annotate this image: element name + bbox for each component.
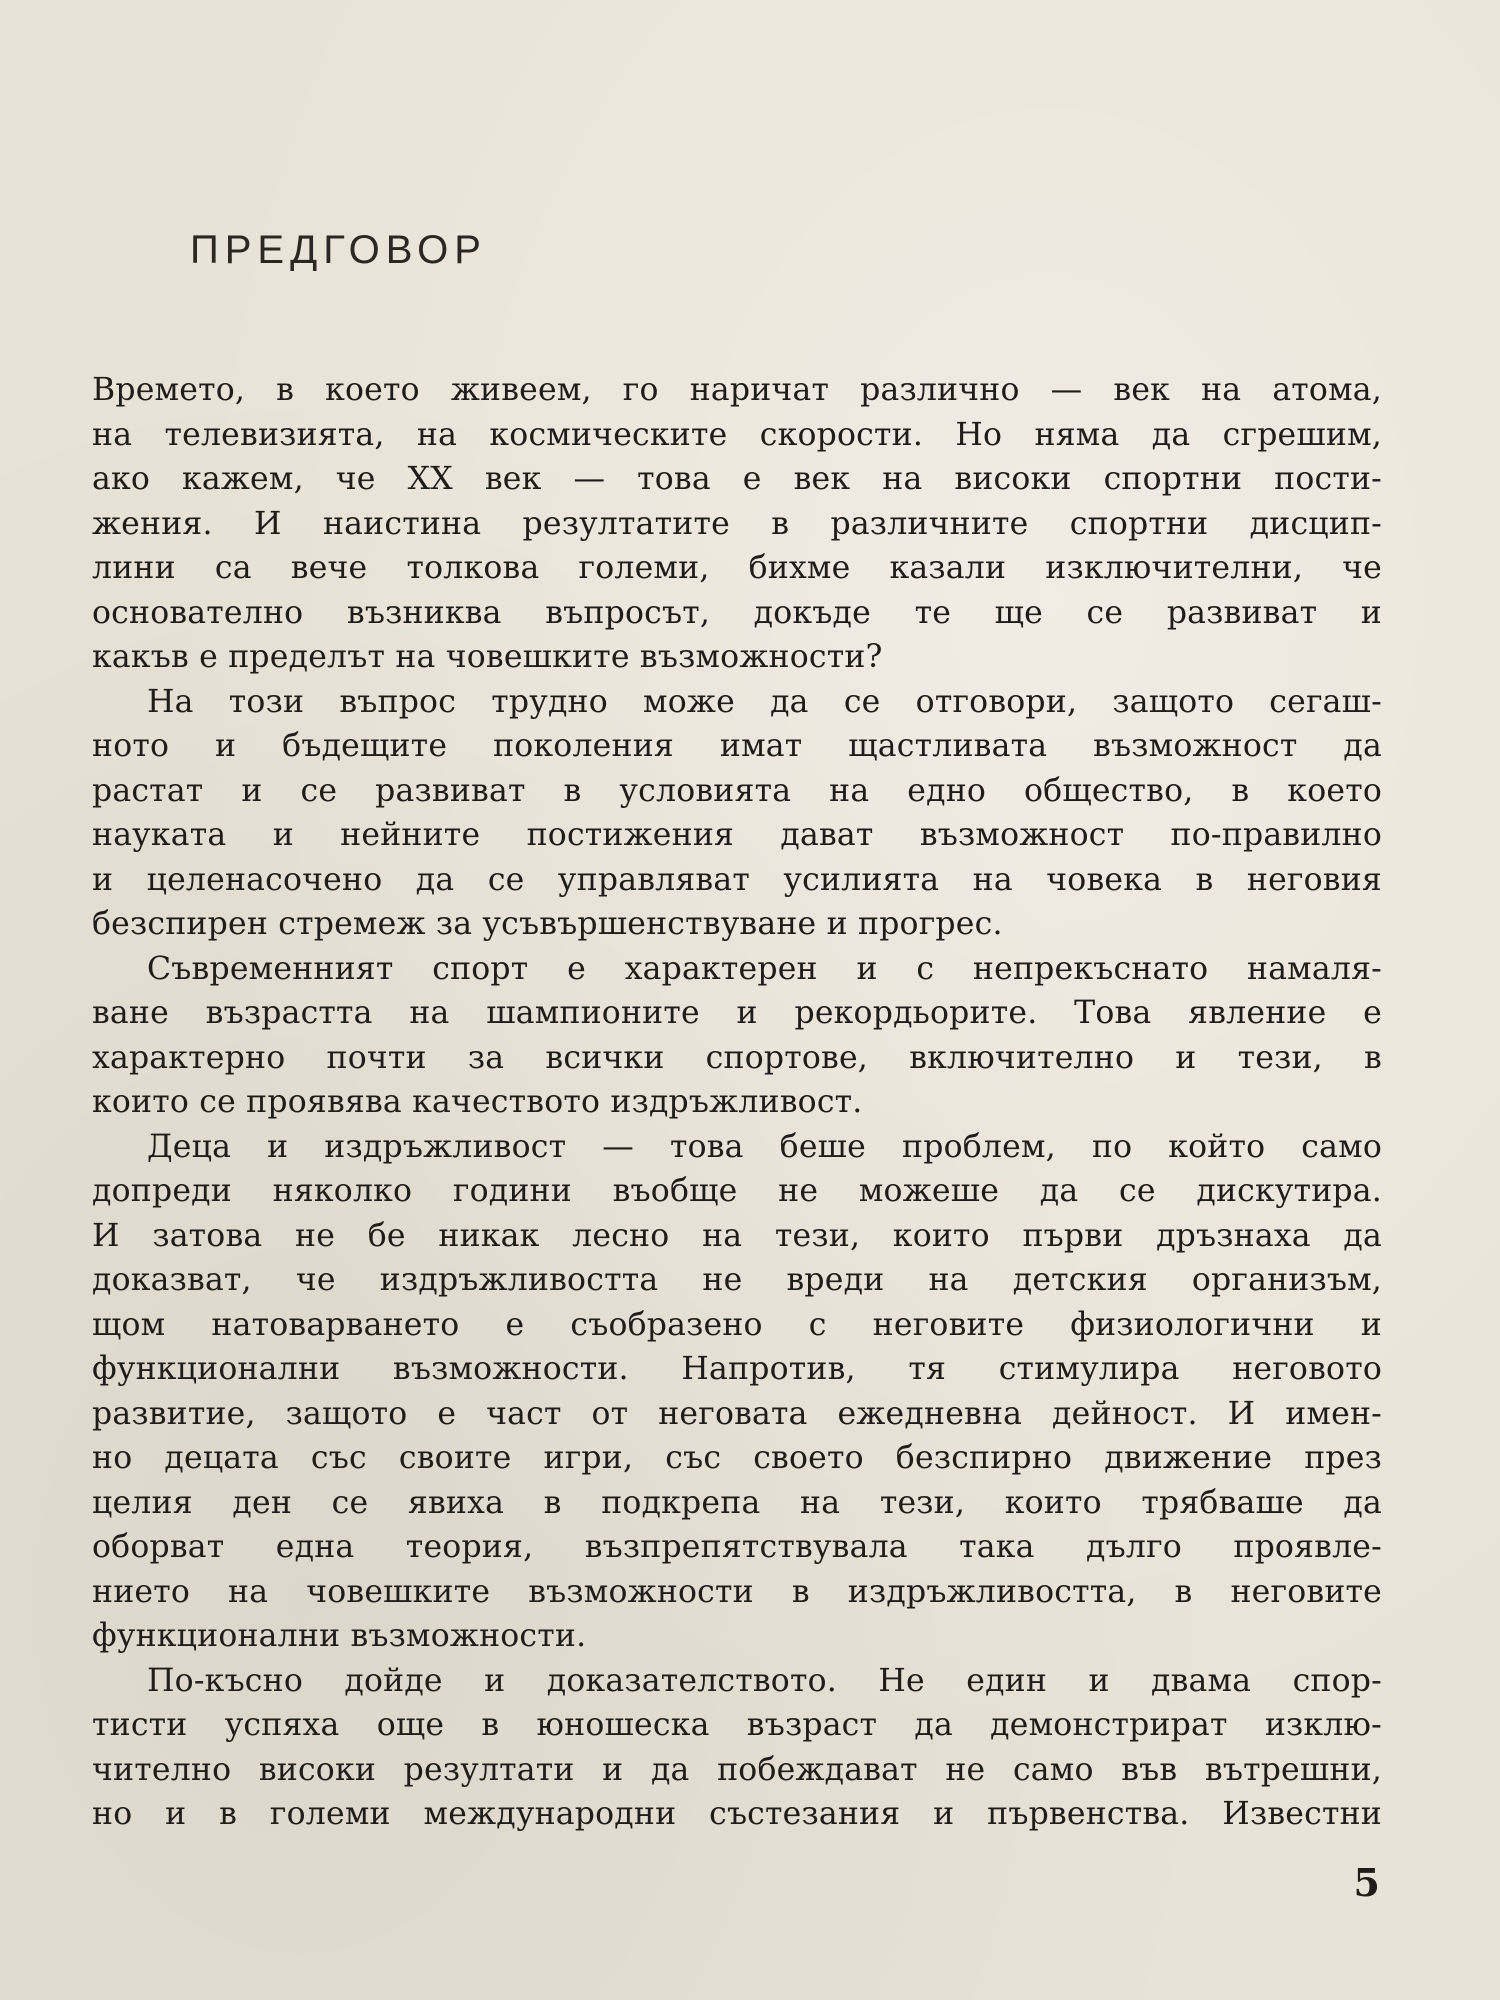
text-line: но и в големи международни състезания и първенства. Известни [92,1796,1382,1832]
text-line: На този въпрос трудно може да се отговори, защото сегаш- [147,683,1382,720]
paragraph [92,947,1382,1125]
body-text [92,368,1382,1837]
text-line: Съвременният спорт е характерен и с непрекъснато намаля- [147,950,1382,987]
text-line: Деца и издръжливост — това беше проблем, по който само [147,1128,1382,1165]
text-line: ване възрастта на шампионите и рекордьорите. Това явление е [92,995,1382,1031]
text-line: функционални възможности. Напротив, тя стимулира неговото [92,1351,1382,1387]
text-line: допреди няколко години въобще не можеше да се дискутира. [92,1173,1382,1209]
paragraph [92,680,1382,947]
text-line: но децата със своите игри, със своето безспирно движение през [92,1440,1382,1476]
paragraph [92,1659,1382,1837]
text-line: нието на човешките възможности в издръжливостта, в неговите [92,1573,1382,1610]
text-line: лини са вече толкова големи, бихме казали изключителни, че [92,550,1382,586]
text-line: щом натоварването е съобразено с неговите физиологични и [92,1306,1382,1343]
text-line: развитие, защото е част от неговата ежедневна дейност. И имен- [92,1395,1382,1432]
text-line: науката и нейните постижения дават възможност по-правилно [92,817,1382,853]
paragraph [92,1125,1382,1659]
page-number: 5 [1353,1860,1380,1905]
text-line: на телевизията, на космическите скорости. Но няма да сгрешим, [92,416,1382,453]
text-line: тисти успяха още в юношеска възраст да демонстрират изклю- [92,1707,1382,1743]
text-line: жения. И наистина резултатите в различните спортни дисцип- [92,505,1382,542]
text-line: основателно възниква въпросът, докъде те ще се развиват и [92,594,1382,631]
text-line: чително високи резултати и да побеждават не само във вътрешни, [92,1751,1382,1788]
text-line: растат и се развиват в условията на едно общество, в което [92,772,1382,809]
text-line: които се проявява качеството издръжливост. [92,1084,863,1120]
text-line: безспирен стремеж за усъвършенствуване и прогрес. [92,906,1003,942]
text-line: функционални възможности. [92,1618,587,1654]
text-line: характерно почти за всички спортове, включително и тези, в [92,1039,1382,1076]
text-line: целия ден се явиха в подкрепа на тези, които трябваше да [92,1484,1382,1521]
text-line: Времето, в което живеем, го наричат различно — век на атома, [92,372,1382,408]
text-line: И затова не бе никак лесно на тези, които първи дръзнаха да [92,1217,1382,1254]
text-line: какъв е пределът на човешките възможности? [92,639,883,675]
text-line: ното и бъдещите поколения имат щастливата възможност да [92,728,1382,764]
text-line: ако кажем, че XX век — това е век на високи спортни пости- [92,461,1382,497]
paragraph [92,368,1382,680]
text-line: доказват, че издръжливостта не вреди на детския организъм, [92,1262,1382,1298]
text-line: По-късно дойде и доказателството. Не един и двама спор- [147,1662,1382,1699]
text-line: оборват една теория, възпрепятствувала така дълго проявле- [92,1529,1382,1565]
text-line: и целенасочено да се управляват усилията на човека в неговия [92,861,1382,898]
chapter-heading: ПРЕДГОВОР [190,228,487,272]
